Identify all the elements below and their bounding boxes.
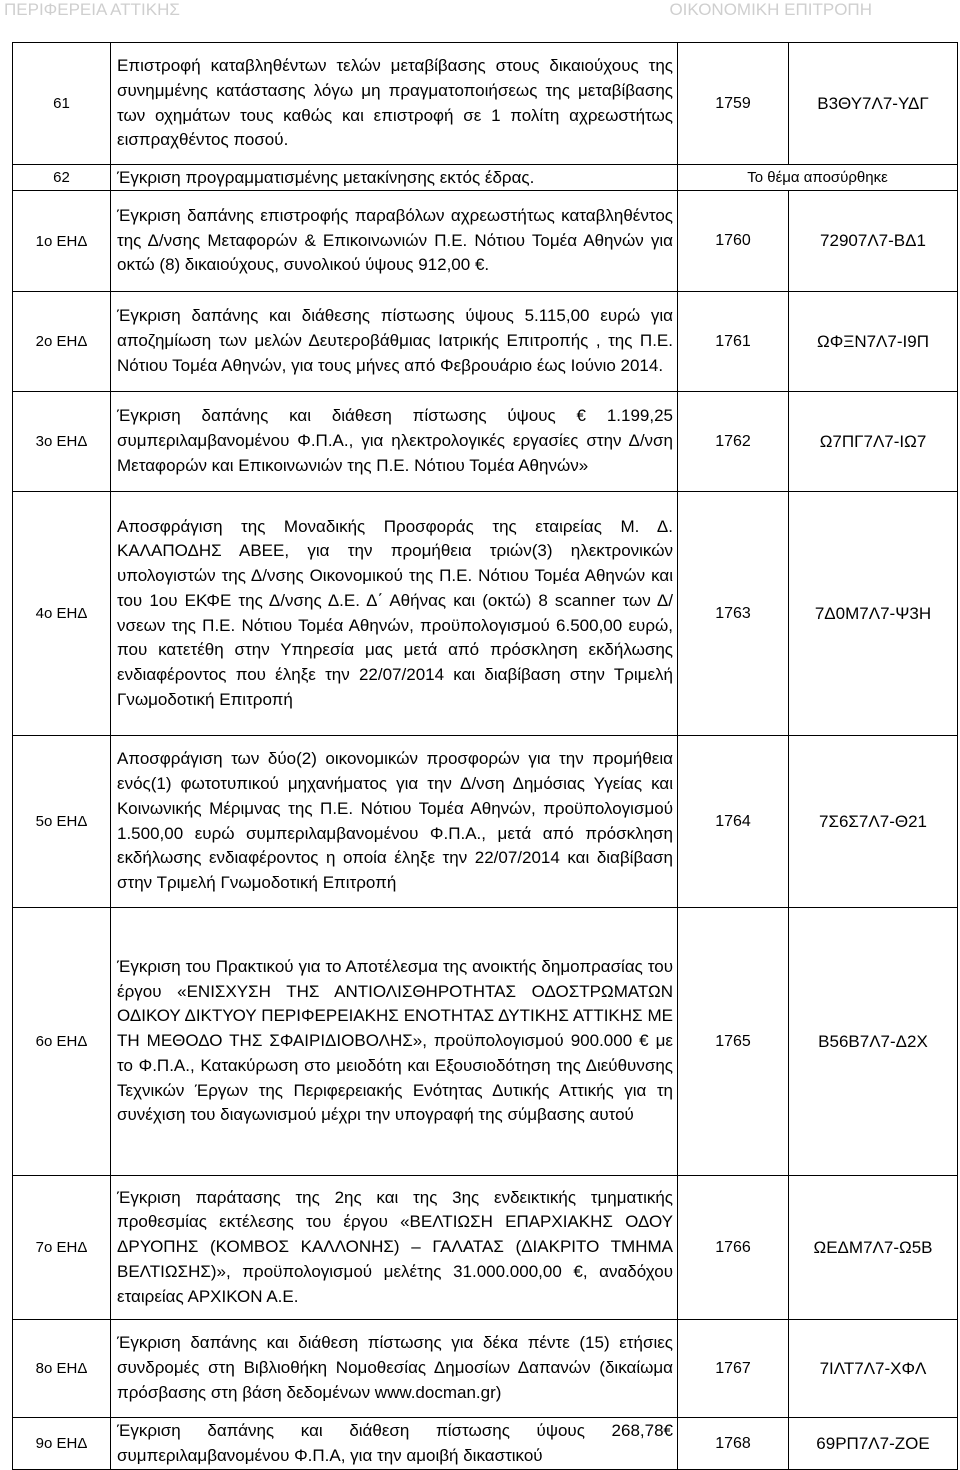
protocol-number: 1760 [678,191,789,292]
item-number: 1ο ΕΗΔ [13,191,111,292]
page-header [0,0,960,20]
table-row [13,1320,958,1418]
protocol-number: 1762 [678,392,789,492]
protocol-number: 1764 [678,736,789,908]
ada-code: ΩΦΞΝ7Λ7-Ι9Π [789,292,958,392]
ada-code: 7Σ6Σ7Λ7-Θ21 [789,736,958,908]
header-left-title: ΠΕΡΙΦΕΡΕΙΑ ΑΤΤΙΚΗΣ [4,0,180,19]
item-number: 7ο ΕΗΔ [13,1176,111,1320]
protocol-number: 1766 [678,1176,789,1320]
ada-code: 72907Λ7-ΒΔ1 [789,191,958,292]
item-number: 62 [13,165,111,191]
item-description: Έγκριση προγραμματισμένης μετακίνησης εκτός έδρας. [111,165,678,191]
item-description: Αποσφράγιση της Μοναδικής Προσφοράς της εταιρείας Μ. Δ. ΚΑΛΑΠΟΔΗΣ ΑΒΕΕ, για την προμήθεια τριών(3) ηλεκτρονικών υπολογιστών της Δ/νσης Οικονομικού της Π.Ε. Νότιου Τομέα Αθηνών και του 1ου ΕΚΦΕ της Δ/νσης Δ.Ε. Δ΄ Αθήνας και (οκτώ) 8 scanner των Δ/νσεων της Π.Ε. Νότιου Τομέα Αθηνών, προϋπολογισμού 6.500,00 ευρώ, που κατετέθη στην Υπηρεσία μας μετά από πρόσκληση εκδήλωσης ενδιαφέροντος που έληξε την 22/07/2014 και διαβίβαση στην Τριμελή Γνωμοδοτική Επιτροπή [111,492,678,736]
protocol-number: 1759 [678,43,789,165]
item-description: Έγκριση δαπάνης και διάθεση πίστωσης ύψους 268,78€ συμπεριλαμβανομένου Φ.Π.Α, για την αμοιβή δικαστικού [111,1418,678,1470]
item-description: Έγκριση δαπάνης και διάθεση πίστωσης ύψους € 1.199,25 συμπεριλαμβανομένου Φ.Π.Α., για ηλεκτρολογικές εργασίες στην Δ/νση Μεταφορών και Επικοινωνιών της Π.Ε. Νότιου Τομέα Αθηνών» [111,392,678,492]
item-number: 4ο ΕΗΔ [13,492,111,736]
ada-code: ΩΕΔΜ7Λ7-Ω5Β [789,1176,958,1320]
protocol-number: 1768 [678,1418,789,1470]
table-row [13,1176,958,1320]
ada-code: Β3ΘΥ7Λ7-ΥΔΓ [789,43,958,165]
item-number: 8ο ΕΗΔ [13,1320,111,1418]
protocol-number: 1763 [678,492,789,736]
ada-code: 7ΙΛΤ7Λ7-ΧΦΛ [789,1320,958,1418]
item-description: Έγκριση του Πρακτικού για το Αποτέλεσμα της ανοικτής δημοπρασίας του έργου «ΕΝΙΣΧΥΣΗ ΤΗΣ ΑΝΤΙΟΛΙΣΘΗΡΟΤΗΤΑΣ ΟΔΟΣΤΡΩΜΑΤΩΝ ΟΔΙΚΟΥ ΔΙΚΤΥΟΥ ΠΕΡΙΦΕΡΕΙΑΚΗΣ ΕΝΟΤΗΤΑΣ ΔΥΤΙΚΗΣ ΑΤΤΙΚΗΣ ΜΕ ΤΗ ΜΕΘΟΔΟ ΤΗΣ ΣΦΑΙΡΙΔΙΟΒΟΛΗΣ», προϋπολογισμού 900.000 € με το Φ.Π.Α., Κατακύρωση στο μειοδότη και Εξουσιοδότηση της Διεύθυνσης Τεχνικών Έργων της Περιφερειακής Ενότητας Δυτικής Αττικής για τη συνέχιση του διαγωνισμού μέχρι την υπογραφή της σύμβασης αυτού [111,908,678,1176]
table-row [13,392,958,492]
item-number: 61 [13,43,111,165]
table-row [13,736,958,908]
item-description: Έγκριση δαπάνης επιστροφής παραβόλων αχρεωστήτως καταβληθέντος της Δ/νσης Μεταφορών & Επικοινωνιών Π.Ε. Νότιου Τομέα Αθηνών για οκτώ (8) δικαιούχους, συνολικού ύψους 912,00 €. [111,191,678,292]
item-description: Έγκριση παράτασης της 2ης και της 3ης ενδεικτικής τμηματικής προθεσμίας εκτέλεσης του έργου «ΒΕΛΤΙΩΣΗ ΕΠΑΡΧΙΑΚΗΣ ΟΔΟΥ ΔΡΥΟΠΗΣ (ΚΟΜΒΟΣ ΚΑΛΛΟΝΗΣ) – ΓΑΛΑΤΑΣ (ΔΙΑΚΡΙΤΟ ΤΜΗΜΑ ΒΕΛΤΙΩΣΗΣ)», προϋπολογισμού μελέτης 31.000.000,00 €, αναδόχου εταιρείας ΑΡΧΙΚΟΝ Α.Ε. [111,1176,678,1320]
table-row [13,43,958,165]
item-number: 6ο ΕΗΔ [13,908,111,1176]
item-number: 2ο ΕΗΔ [13,292,111,392]
protocol-number: 1767 [678,1320,789,1418]
table-row [13,165,958,191]
header-right-title: ΟΙΚΟΝΟΜΙΚΗ ΕΠΙΤΡΟΠΗ [669,0,872,19]
item-number: 5ο ΕΗΔ [13,736,111,908]
table-row [13,292,958,392]
item-description: Επιστροφή καταβληθέντων τελών μεταβίβασης στους δικαιούχους της συνημμένης κατάστασης λόγω μη πραγματοποιήσεως της μεταβίβασης των οχημάτων τους καθώς και επιστροφή σε 1 πολίτη αχρεωστήτως εισπραχθέντος ποσού. [111,43,678,165]
protocol-number: 1765 [678,908,789,1176]
ada-code: 69ΡΠ7Λ7-ΖΟΕ [789,1418,958,1470]
ada-code: 7Δ0Μ7Λ7-Ψ3Η [789,492,958,736]
table-row [13,191,958,292]
ada-code: Ω7ΠΓ7Λ7-ΙΩ7 [789,392,958,492]
item-number: 9ο ΕΗΔ [13,1418,111,1470]
protocol-number: 1761 [678,292,789,392]
item-description: Έγκριση δαπάνης και διάθεση πίστωσης για δέκα πέντε (15) ετήσιες συνδρομές στη Βιβλιοθήκη Νομοθεσίας Δημοσίων Δαπανών (δικαίωμα πρόσβασης στη βάση δεδομένων www.docman.gr) [111,1320,678,1418]
table-row [13,492,958,736]
item-number: 3ο ΕΗΔ [13,392,111,492]
table-row [13,908,958,1176]
ada-code: Β56Β7Λ7-Δ2Χ [789,908,958,1176]
decisions-table [12,42,958,1470]
item-description: Αποσφράγιση των δύο(2) οικονομικών προσφορών για την προμήθεια ενός(1) φωτοτυπικού μηχανήματος για την Δ/νση Δημόσιας Υγείας και Κοινωνικής Μέριμνας της Π.Ε. Νότιου Τομέα Αθηνών, προϋπολογισμού 1.500,00 ευρώ συμπεριλαμβανομένου Φ.Π.Α., μετά από πρόσκληση εκδήλωσης ενδιαφέροντος η οποία έληξε την 22/07/2014 και διαβίβαση στην Τριμελή Γνωμοδοτική Επιτροπή [111,736,678,908]
withdrawn-note: Το θέμα αποσύρθηκε [678,165,958,191]
table-row [13,1418,958,1470]
item-description: Έγκριση δαπάνης και διάθεσης πίστωσης ύψους 5.115,00 ευρώ για αποζημίωση των μελών Δευτεροβάθμιας Ιατρικής Επιτροπής , της Π.Ε. Νότιου Τομέα Αθηνών, για τους μήνες από Φεβρουάριο έως Ιούνιο 2014. [111,292,678,392]
